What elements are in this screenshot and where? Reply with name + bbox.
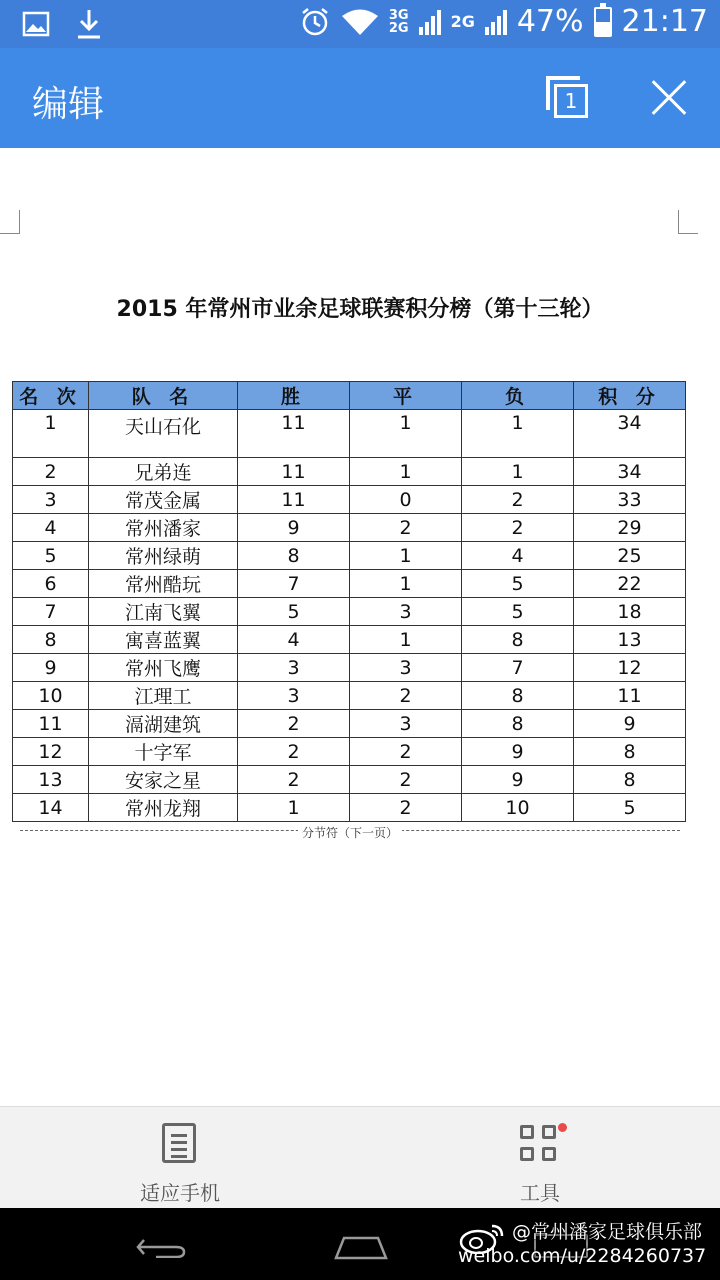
cell-rank: 6 — [13, 570, 89, 598]
cell-losses: 7 — [462, 654, 574, 682]
cell-draws: 1 — [350, 542, 462, 570]
weibo-watermark — [458, 1220, 720, 1268]
cell-wins: 3 — [238, 682, 350, 710]
cell-team: 常茂金属 — [89, 486, 238, 514]
grid-icon — [520, 1125, 560, 1165]
home-icon[interactable] — [334, 1234, 388, 1260]
cell-draws: 2 — [350, 514, 462, 542]
cell-losses: 9 — [462, 738, 574, 766]
cell-draws: 1 — [350, 458, 462, 486]
download-icon — [76, 8, 102, 40]
cell-draws: 2 — [350, 766, 462, 794]
cell-wins: 11 — [238, 486, 350, 514]
header-draws: 平 — [350, 382, 462, 410]
status-bar — [0, 0, 720, 48]
margin-corner-mark — [0, 210, 20, 234]
table-row — [13, 626, 686, 654]
cell-wins: 2 — [238, 766, 350, 794]
cell-points: 33 — [574, 486, 686, 514]
cell-rank: 9 — [13, 654, 89, 682]
cell-team: 常州酷玩 — [89, 570, 238, 598]
cell-draws: 1 — [350, 570, 462, 598]
cell-points: 34 — [574, 458, 686, 486]
header-rank: 名 次 — [13, 382, 89, 410]
cell-rank: 13 — [13, 766, 89, 794]
margin-corner-mark — [678, 210, 698, 234]
cell-points: 12 — [574, 654, 686, 682]
cell-draws: 0 — [350, 486, 462, 514]
table-row — [13, 486, 686, 514]
network-type-sim1: 3G 2G — [388, 7, 409, 36]
table-row — [13, 598, 686, 626]
cell-losses: 1 — [462, 410, 574, 458]
cell-team: 江南飞翼 — [89, 598, 238, 626]
cell-team: 十字军 — [89, 738, 238, 766]
signal-strength-sim1-icon — [419, 9, 441, 35]
page-count: 1 — [554, 84, 588, 118]
cell-wins: 7 — [238, 570, 350, 598]
cell-losses: 2 — [462, 486, 574, 514]
fit-to-phone-label: 适应手机 — [140, 1181, 220, 1205]
cell-points: 8 — [574, 766, 686, 794]
cell-team: 常州飞鹰 — [89, 654, 238, 682]
cell-rank: 8 — [13, 626, 89, 654]
cell-losses: 9 — [462, 766, 574, 794]
cell-points: 18 — [574, 598, 686, 626]
cell-draws: 3 — [350, 710, 462, 738]
cell-wins: 1 — [238, 794, 350, 822]
cell-losses: 10 — [462, 794, 574, 822]
cell-points: 13 — [574, 626, 686, 654]
cell-rank: 2 — [13, 458, 89, 486]
standings-table — [12, 381, 686, 822]
cell-team: 常州龙翔 — [89, 794, 238, 822]
cell-draws: 2 — [350, 794, 462, 822]
cell-team: 兄弟连 — [89, 458, 238, 486]
cell-team: 江理工 — [89, 682, 238, 710]
header-wins: 胜 — [238, 382, 350, 410]
watermark-url: weibo.com/u/2284260737 — [458, 1245, 707, 1267]
cell-wins: 11 — [238, 410, 350, 458]
cell-losses: 2 — [462, 514, 574, 542]
cell-points: 5 — [574, 794, 686, 822]
cell-rank: 5 — [13, 542, 89, 570]
cell-rank: 12 — [13, 738, 89, 766]
cell-rank: 10 — [13, 682, 89, 710]
cell-draws: 1 — [350, 410, 462, 458]
cell-points: 22 — [574, 570, 686, 598]
table-row — [13, 570, 686, 598]
cell-wins: 5 — [238, 598, 350, 626]
cell-points: 8 — [574, 738, 686, 766]
table-row — [13, 514, 686, 542]
cell-team: 寓喜蓝翼 — [89, 626, 238, 654]
alarm-icon — [299, 6, 331, 38]
cell-losses: 8 — [462, 682, 574, 710]
tools-button[interactable] — [480, 1107, 600, 1209]
bottom-toolbar — [0, 1106, 720, 1208]
cell-wins: 9 — [238, 514, 350, 542]
cell-points: 11 — [574, 682, 686, 710]
cell-draws: 1 — [350, 626, 462, 654]
cell-losses: 8 — [462, 626, 574, 654]
cell-wins: 2 — [238, 738, 350, 766]
cell-losses: 5 — [462, 598, 574, 626]
watermark-account: @常州潘家足球俱乐部 — [512, 1221, 703, 1243]
close-button[interactable] — [648, 78, 688, 118]
cell-rank: 11 — [13, 710, 89, 738]
table-row — [13, 682, 686, 710]
signal-strength-sim2-icon — [485, 9, 507, 35]
image-icon — [22, 11, 50, 37]
cell-losses: 5 — [462, 570, 574, 598]
table-row — [13, 458, 686, 486]
cell-team: 常州潘家 — [89, 514, 238, 542]
cell-draws: 3 — [350, 598, 462, 626]
cell-draws: 2 — [350, 738, 462, 766]
cell-wins: 3 — [238, 654, 350, 682]
header-points: 积 分 — [574, 382, 686, 410]
cell-losses: 4 — [462, 542, 574, 570]
app-bar — [0, 48, 720, 148]
table-row — [13, 766, 686, 794]
cell-draws: 2 — [350, 682, 462, 710]
table-row — [13, 710, 686, 738]
cell-points: 25 — [574, 542, 686, 570]
cell-team: 滆湖建筑 — [89, 710, 238, 738]
document-title: 2015 年常州市业余足球联赛积分榜（第十三轮） — [116, 297, 604, 322]
network-type-sim2: 2G — [450, 12, 475, 31]
tools-label: 工具 — [520, 1181, 560, 1205]
notification-dot — [558, 1123, 567, 1132]
clock: 21:17 — [621, 4, 708, 39]
header-losses: 负 — [462, 382, 574, 410]
table-row — [13, 794, 686, 822]
cell-rank: 1 — [13, 410, 89, 458]
battery-icon — [594, 7, 612, 37]
header-team: 队 名 — [89, 382, 238, 410]
cell-wins: 11 — [238, 458, 350, 486]
cell-team: 常州绿萌 — [89, 542, 238, 570]
table-row — [13, 654, 686, 682]
cell-points: 29 — [574, 514, 686, 542]
section-break-label: 分节符（下一页） — [0, 824, 700, 841]
table-header-row — [13, 382, 686, 410]
fit-to-phone-button[interactable] — [120, 1107, 240, 1209]
wifi-icon — [341, 8, 379, 36]
page-switcher-button[interactable] — [546, 76, 590, 120]
table-row — [13, 738, 686, 766]
cell-wins: 4 — [238, 626, 350, 654]
cell-points: 34 — [574, 410, 686, 458]
back-icon[interactable] — [136, 1236, 186, 1258]
cell-rank: 14 — [13, 794, 89, 822]
cell-points: 9 — [574, 710, 686, 738]
table-row — [13, 410, 686, 458]
cell-losses: 8 — [462, 710, 574, 738]
table-row — [13, 542, 686, 570]
cell-team: 安家之星 — [89, 766, 238, 794]
document-lines-icon — [162, 1123, 196, 1163]
weibo-logo-icon — [458, 1222, 506, 1254]
cell-team: 天山石化 — [89, 410, 238, 458]
cell-draws: 3 — [350, 654, 462, 682]
cell-rank: 7 — [13, 598, 89, 626]
cell-losses: 1 — [462, 458, 574, 486]
cell-rank: 3 — [13, 486, 89, 514]
document-view[interactable] — [0, 148, 720, 1106]
cell-rank: 4 — [13, 514, 89, 542]
cell-wins: 8 — [238, 542, 350, 570]
battery-percent: 47% — [516, 4, 584, 39]
cell-wins: 2 — [238, 710, 350, 738]
page-title: 编辑 — [32, 84, 105, 125]
